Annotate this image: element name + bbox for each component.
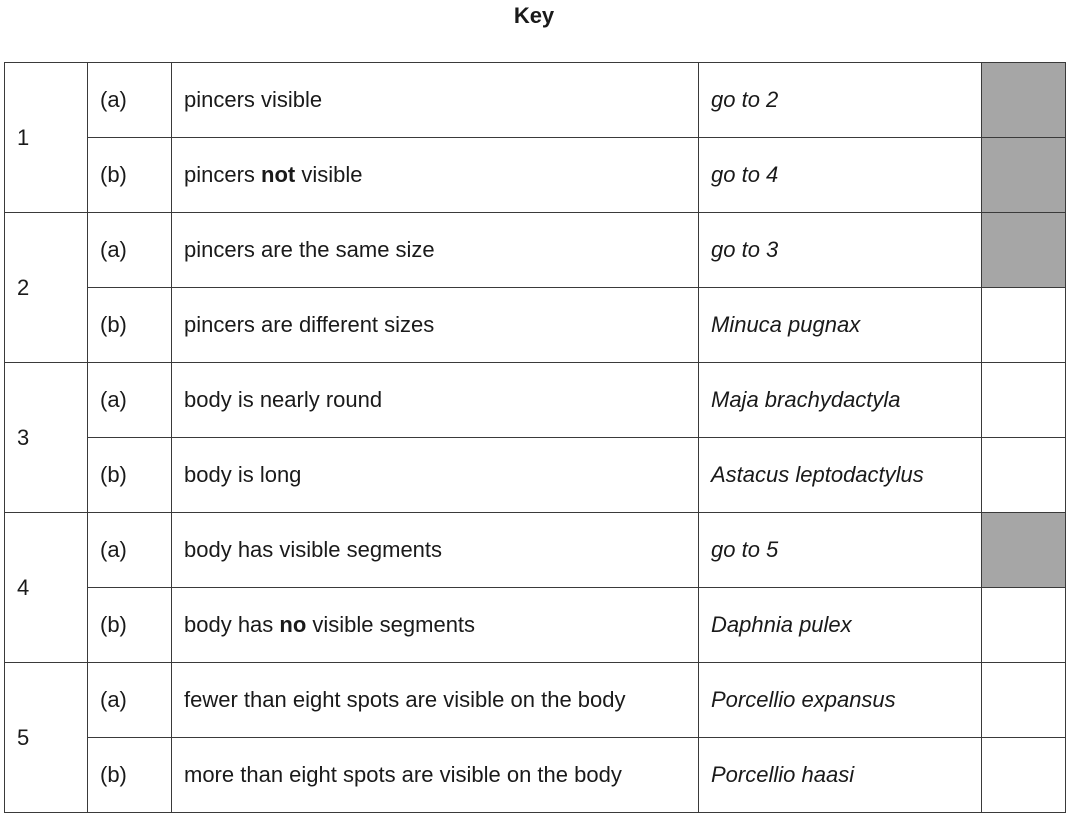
key-row [5,363,1066,438]
answer-box[interactable] [982,738,1066,813]
option-result: Astacus leptodactylus [699,438,982,513]
description-emphasis: no [279,612,307,637]
option-description [172,363,699,438]
option-letter: (a) [88,63,172,138]
key-row [5,288,1066,363]
option-letter: (a) [88,213,172,288]
description-text-end: visible [295,162,363,187]
step-number: 1 [5,63,88,213]
key-row [5,138,1066,213]
option-letter: (b) [88,588,172,663]
step-number: 3 [5,363,88,513]
answer-box[interactable] [982,438,1066,513]
option-description [172,513,699,588]
option-letter: (a) [88,363,172,438]
description-text: body has [184,612,280,637]
option-result: Maja brachydactyla [699,363,982,438]
description-text: fewer than eight spots are visible on the body [184,687,626,712]
key-row [5,438,1066,513]
option-result: go to 2 [699,63,982,138]
option-result: Porcellio expansus [699,663,982,738]
answer-box[interactable] [982,363,1066,438]
answer-box[interactable] [982,663,1066,738]
option-letter: (a) [88,663,172,738]
key-row [5,588,1066,663]
option-result: Daphnia pulex [699,588,982,663]
option-description [172,588,699,663]
description-text: body is nearly round [184,387,383,412]
option-result: Porcellio haasi [699,738,982,813]
description-text: pincers [184,162,262,187]
description-text: pincers are different sizes [184,312,435,337]
step-number: 2 [5,213,88,363]
key-row [5,513,1066,588]
step-number: 4 [5,513,88,663]
option-description [172,738,699,813]
shaded-answer-box [982,513,1066,588]
option-description [172,63,699,138]
description-text: pincers are the same size [184,237,435,262]
option-result: go to 4 [699,138,982,213]
description-text-end: visible segments [306,612,476,637]
option-result: Minuca pugnax [699,288,982,363]
option-description [172,213,699,288]
dichotomous-key-table [4,62,1066,813]
option-description [172,663,699,738]
answer-box[interactable] [982,588,1066,663]
shaded-answer-box [982,138,1066,213]
key-row [5,738,1066,813]
option-letter: (a) [88,513,172,588]
key-row [5,213,1066,288]
shaded-answer-box [982,63,1066,138]
step-number: 5 [5,663,88,813]
option-result: go to 5 [699,513,982,588]
key-title: Key [513,3,555,28]
answer-box[interactable] [982,288,1066,363]
option-letter: (b) [88,138,172,213]
key-row [5,63,1066,138]
option-result: go to 3 [699,213,982,288]
option-description [172,438,699,513]
option-description [172,138,699,213]
shaded-answer-box [982,213,1066,288]
option-description [172,288,699,363]
description-text: pincers visible [184,87,323,112]
key-table-body [5,63,1066,813]
description-text: body is long [184,462,302,487]
key-row [5,663,1066,738]
option-letter: (b) [88,738,172,813]
option-letter: (b) [88,288,172,363]
description-text: body has visible segments [184,537,443,562]
option-letter: (b) [88,438,172,513]
description-emphasis: not [261,162,296,187]
description-text: more than eight spots are visible on the body [184,762,622,787]
